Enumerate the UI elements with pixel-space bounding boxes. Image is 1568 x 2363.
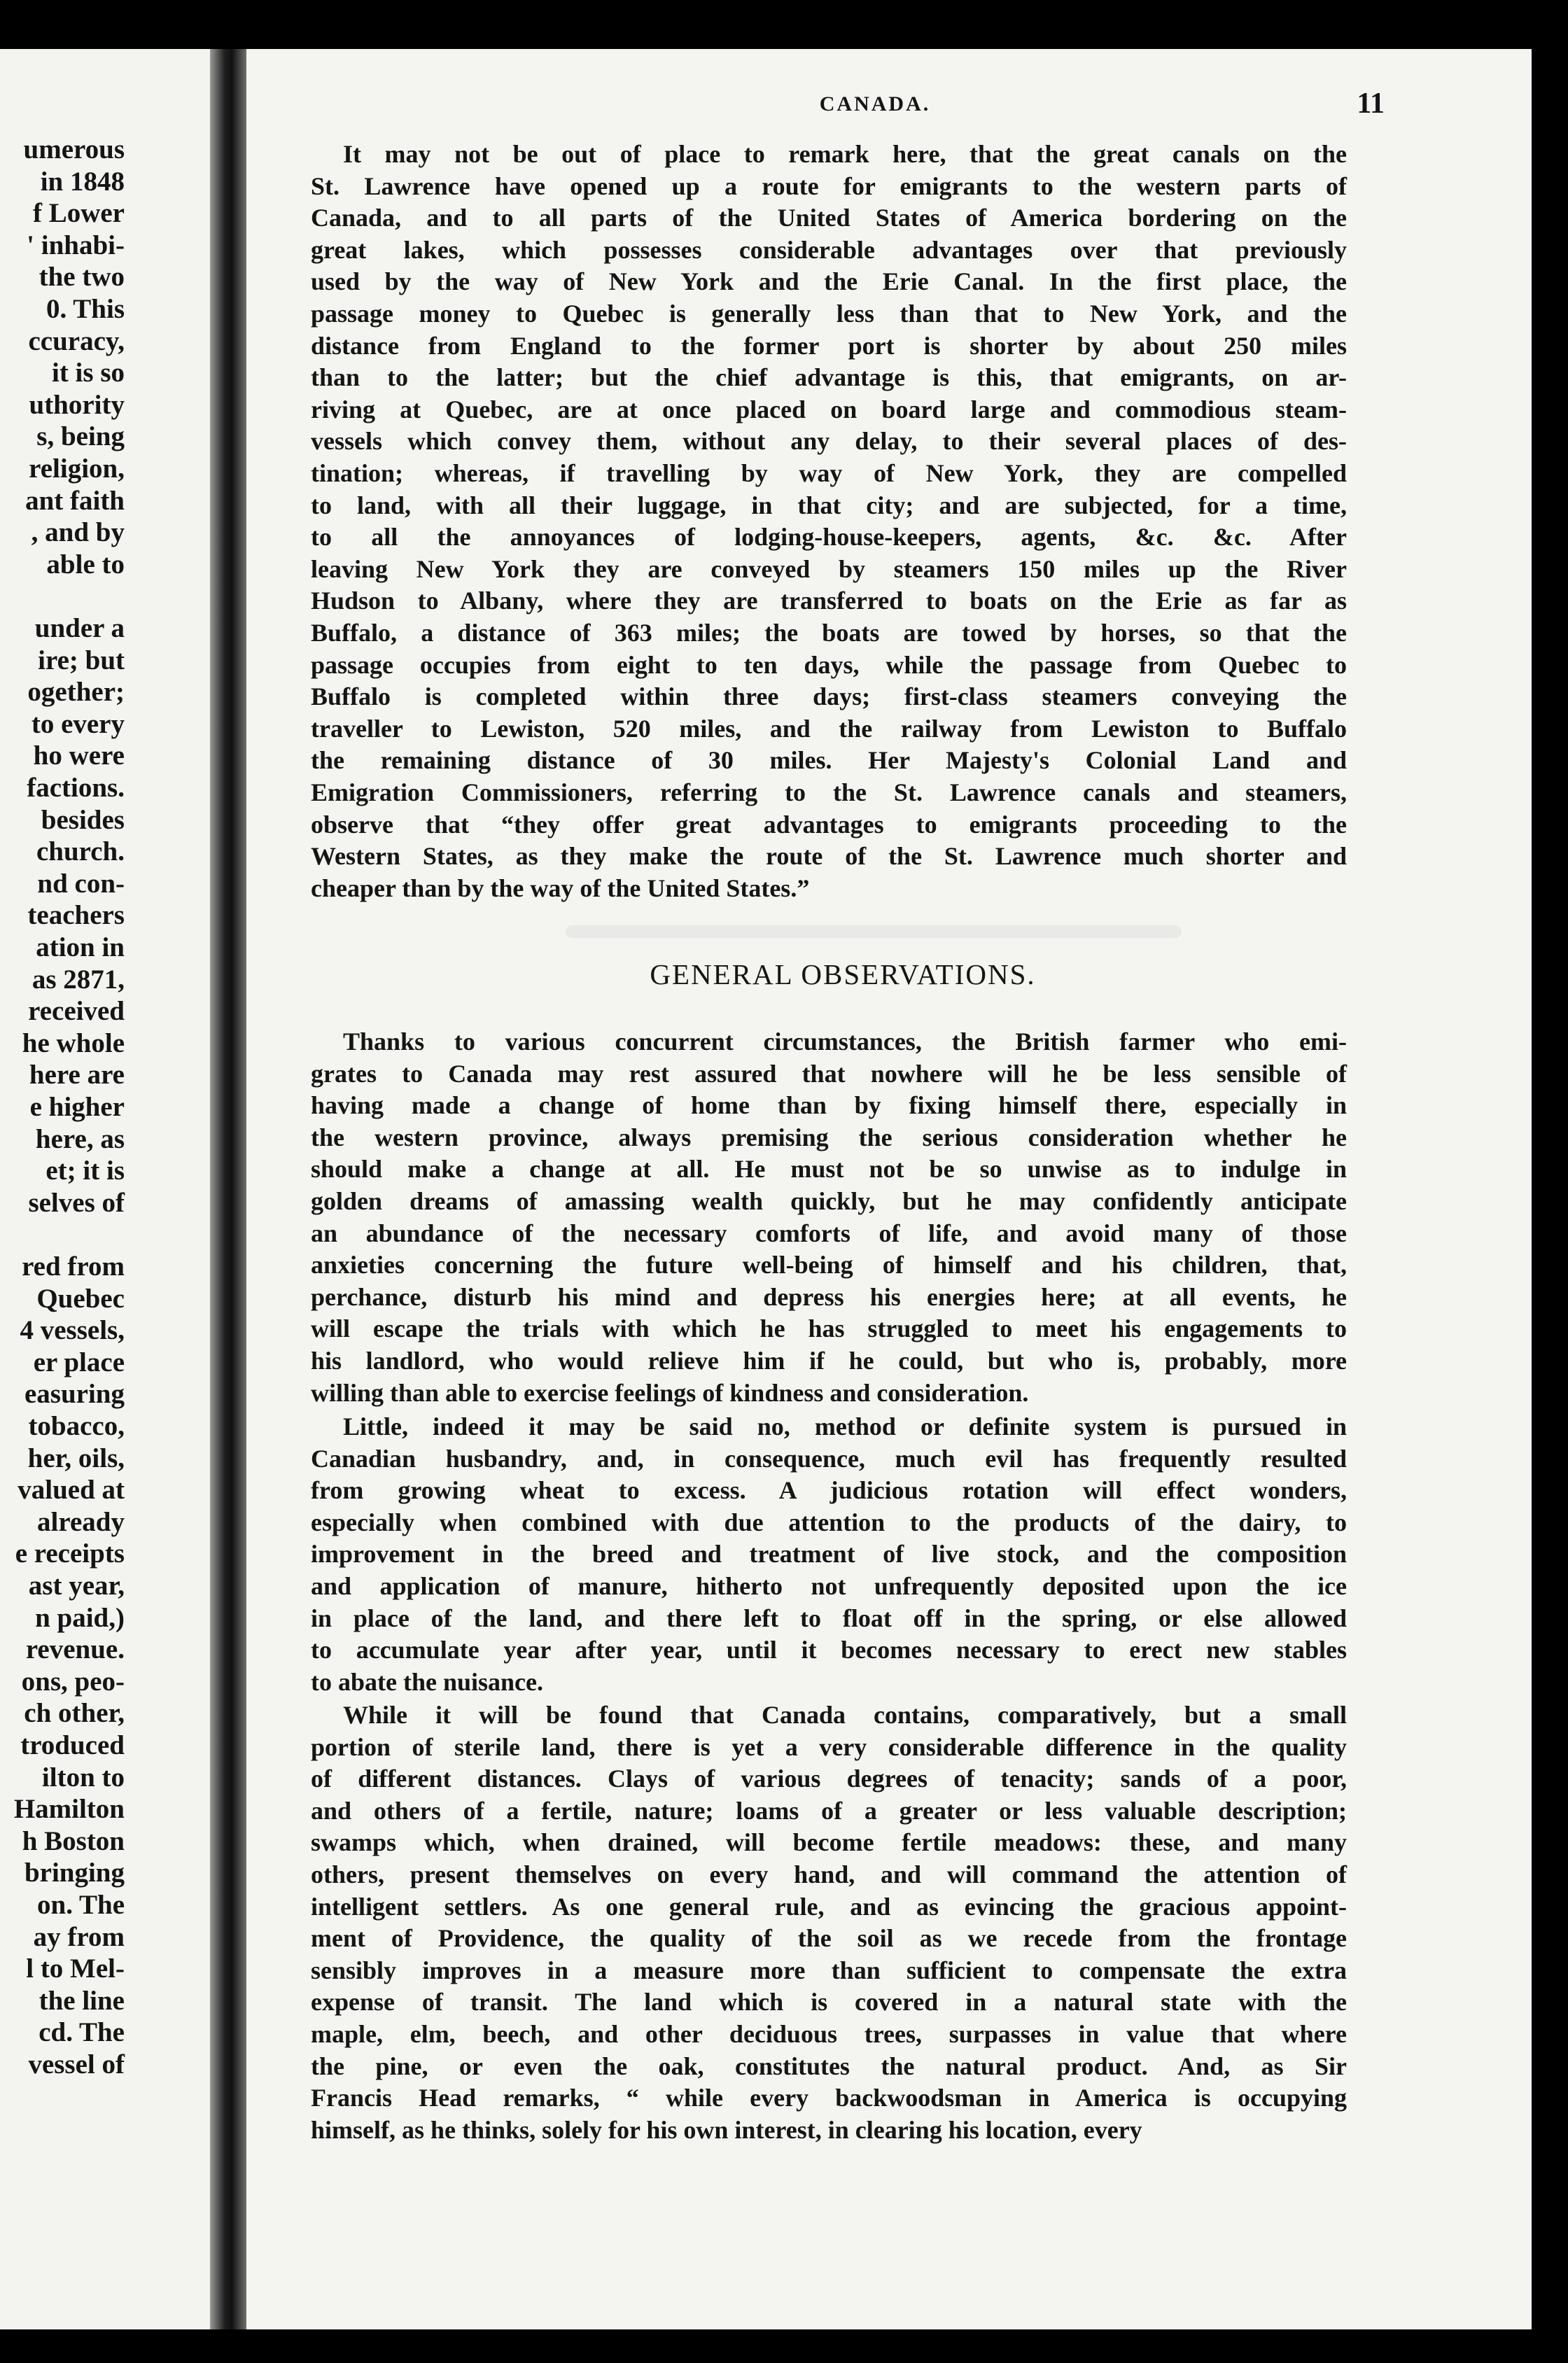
left-page-line: ation in	[36, 932, 125, 962]
left-page-line: e higher	[29, 1092, 125, 1122]
body-text-line: used by the way of New York and the Erie Canal. In the first place, the	[311, 267, 1347, 296]
left-page-line: cd. The	[38, 2017, 125, 2048]
left-page-line: ant faith	[25, 485, 125, 516]
left-page-line: tobacco,	[28, 1411, 125, 1441]
body-text-line: having made a change of home than by fixing himself there, especially in	[311, 1091, 1347, 1120]
left-page-line: ccuracy,	[28, 325, 125, 356]
body-text-line: Western States, as they make the route of the St. Lawrence much shorter and	[311, 842, 1347, 871]
body-text-line: to accumulate year after year, until it becomes necessary to erect new stables	[311, 1636, 1347, 1664]
left-page-line: vessel of	[28, 2049, 125, 2080]
left-page-line: able to	[46, 549, 125, 580]
left-page-line: 0. This	[46, 294, 125, 324]
body-text-line: others, present themselves on every hand, and will command the attention of	[311, 1860, 1347, 1888]
left-page-line: f Lower	[32, 198, 125, 229]
page-number: 11	[1357, 87, 1385, 120]
body-text-line: especially when combined with due attention to the products of the dairy, to	[311, 1508, 1347, 1536]
left-page-line: religion,	[29, 454, 125, 484]
body-text-line: golden dreams of amassing wealth quickly, but he may confidently anticipate	[311, 1187, 1347, 1215]
left-page-line: red from	[22, 1251, 125, 1282]
left-page-line: under a	[34, 613, 125, 643]
body-text-line: intelligent settlers. As one general rule, and as evincing the gracious appoint-	[311, 1892, 1347, 1921]
body-text-line: traveller to Lewiston, 520 miles, and the railway from Lewiston to Buffalo	[311, 714, 1347, 743]
body-text-line: distance from England to the former port is shorter by about 250 miles	[311, 331, 1347, 360]
left-page-line: 4 vessels,	[20, 1315, 125, 1346]
scan-border-top	[0, 0, 1568, 49]
left-page-line: h Boston	[22, 1825, 125, 1856]
left-page-line: revenue.	[25, 1634, 125, 1665]
body-text-line: Thanks to various concurrent circumstances, the British farmer who emi-	[343, 1028, 1347, 1056]
left-page-line: he whole	[22, 1028, 125, 1058]
body-text-line: to land, with all their luggage, in that city; and are subjected, for a time,	[311, 491, 1347, 519]
body-text-line: Canadian husbandry, and, in consequence, much evil has frequently resulted	[311, 1444, 1347, 1473]
left-page-line: on. The	[37, 1890, 125, 1920]
left-page-line: besides	[41, 804, 125, 835]
left-page-line: already	[37, 1506, 125, 1537]
body-text-line: tination; whereas, if travelling by way of New York, they are compelled	[311, 459, 1347, 487]
body-text-line: vessels which convey them, without any delay, to their several places of des-	[311, 427, 1347, 456]
body-text-line: passage money to Quebec is generally less than that to New York, and the	[311, 300, 1347, 328]
body-text-line: than to the latter; but the chief advantage is this, that emigrants, on ar-	[311, 363, 1347, 392]
left-page-line: ire; but	[38, 645, 125, 675]
body-text-line: leaving New York they are conveyed by steamers 150 miles up the River	[311, 554, 1347, 583]
body-text-line: St. Lawrence have opened up a route for emigrants to the western parts of	[311, 171, 1347, 200]
body-text-line: and others of a fertile, nature; loams of a greater or less valuable description;	[311, 1796, 1347, 1825]
left-page-line: here are	[29, 1060, 125, 1091]
left-page-line: church.	[36, 836, 125, 867]
left-page-line: teachers	[27, 900, 125, 931]
body-text-line: the western province, always premising the serious consideration whether he	[311, 1123, 1347, 1151]
body-text-line: to abate the nuisance.	[311, 1667, 543, 1696]
body-text-line: the remaining distance of 30 miles. Her Majesty's Colonial Land and	[311, 746, 1347, 775]
left-page-line: ' inhabi-	[27, 230, 125, 260]
left-page-line: bringing	[24, 1858, 125, 1888]
left-page-fragment	[0, 49, 210, 2329]
body-text-line: anxieties concerning the future well-being of himself and his children, that,	[311, 1251, 1347, 1279]
body-text-line: expense of transit. The land which is covered in a natural state with the	[311, 1988, 1347, 2017]
left-page-line: valued at	[18, 1475, 125, 1506]
body-text-line: maple, elm, beech, and other deciduous trees, surpasses in value that where	[311, 2020, 1347, 2048]
left-page-line: ch other,	[24, 1698, 125, 1729]
body-text-line: his landlord, who would relieve him if he could, but who is, probably, more	[311, 1347, 1347, 1375]
body-text-line: great lakes, which possesses considerable advantages over that previously	[311, 235, 1347, 264]
left-page-line: nd con-	[37, 868, 125, 899]
left-page-line: the two	[38, 262, 125, 293]
body-text-line: willing than able to exercise feelings of kindness and consideration.	[311, 1378, 1029, 1407]
body-text-line: portion of sterile land, there is yet a very considerable difference in the quality	[311, 1732, 1347, 1761]
left-page-line: as 2871,	[31, 964, 125, 995]
body-text-line: Little, indeed it may be said no, method or definite system is pursued in	[343, 1412, 1347, 1440]
body-text-line: to all the annoyances of lodging-house-keepers, agents, &c. &c. After	[311, 523, 1347, 552]
body-text-line: Buffalo, a distance of 363 miles; the boats are towed by horses, so that the	[311, 619, 1347, 647]
body-text-line: should make a change at all. He must not be so unwise as to indulge in	[311, 1155, 1347, 1184]
left-page-line: factions.	[27, 773, 125, 803]
left-page-line: et; it is	[46, 1156, 125, 1186]
left-page-line: umerous	[23, 134, 125, 164]
left-page-line: troduced	[20, 1730, 125, 1760]
body-text-line: Buffalo is completed within three days; first-class steamers conveying the	[311, 682, 1347, 711]
left-page-line: it is so	[51, 358, 125, 388]
book-gutter	[210, 49, 246, 2329]
body-text-line: riving at Quebec, are at once placed on board large and commodious steam-	[311, 395, 1347, 423]
left-page-line: ay from	[33, 1921, 125, 1952]
body-text-line: cheaper than by the way of the United States.”	[311, 874, 810, 902]
left-page-line: easuring	[24, 1379, 125, 1410]
left-page-line: in 1848	[40, 166, 125, 197]
body-text-line: While it will be found that Canada contains, comparatively, but a small	[343, 1701, 1347, 1729]
body-text-line: himself, as he thinks, solely for his own interest, in clearing his location, every	[311, 2115, 1142, 2144]
body-text-line: Canada, and to all parts of the United States of America bordering on the	[311, 204, 1347, 232]
left-page-line: selves of	[28, 1187, 125, 1218]
left-page-line: the line	[38, 1985, 125, 2016]
left-page-line: er place	[33, 1347, 125, 1377]
left-page-line: here, as	[35, 1123, 125, 1154]
body-text-line: grates to Canada may rest assured that nowhere will he be less sensible of	[311, 1059, 1347, 1088]
body-text-line: Hudson to Albany, where they are transferred to boats on the Erie as far as	[311, 587, 1347, 615]
body-text-line: an abundance of the necessary comforts of life, and avoid many of those	[311, 1219, 1347, 1247]
left-page-line: s, being	[36, 421, 125, 452]
body-text-line: observe that “they offer great advantages to emigrants proceeding to the	[311, 810, 1347, 839]
body-text-line: sensibly improves in a measure more than sufficient to compensate the extra	[311, 1956, 1347, 1984]
body-text-line: and application of manure, hitherto not unfrequently deposited upon the ice	[311, 1572, 1347, 1600]
left-page-line: ons, peo-	[21, 1666, 125, 1697]
running-title: CANADA.	[819, 92, 931, 115]
left-page-line: Hamilton	[13, 1794, 125, 1825]
scan-border-right	[1532, 0, 1568, 2363]
body-text-line: swamps which, when drained, will become fertile meadows: these, and many	[311, 1828, 1347, 1857]
left-page-line: ho were	[33, 741, 125, 771]
scan-border-bottom	[0, 2329, 1568, 2363]
left-page-line: uthority	[29, 389, 125, 420]
left-page-line: ogether;	[27, 677, 125, 708]
left-page-line: ast year,	[28, 1571, 125, 1601]
body-text-line: perchance, disturb his mind and depress his energies here; at all events, he	[311, 1282, 1347, 1311]
book-page	[246, 49, 1532, 2329]
body-text-line: in place of the land, and there left to float off in the spring, or else allowed	[311, 1604, 1347, 1632]
ink-smudge	[566, 925, 1182, 938]
left-page-line: received	[28, 996, 125, 1027]
body-text-line: ment of Providence, the quality of the soil as we recede from the frontage	[311, 1924, 1347, 1953]
left-page-line: ilton to	[41, 1762, 125, 1793]
left-page-line: Quebec	[36, 1283, 125, 1314]
body-text-line: improvement in the breed and treatment of live stock, and the composition	[311, 1540, 1347, 1569]
body-text-line: of different distances. Clays of various degrees of tenacity; sands of a poor,	[311, 1765, 1347, 1793]
body-text-line: the pine, or even the oak, constitutes the natural product. And, as Sir	[311, 2052, 1347, 2080]
body-text-line: Francis Head remarks, “ while every backwoodsman in America is occupying	[311, 2084, 1347, 2112]
body-text-line: passage occupies from eight to ten days, while the passage from Quebec to	[311, 650, 1347, 679]
body-text-line: will escape the trials with which he has struggled to meet his engagements to	[311, 1314, 1347, 1343]
left-page-line: n paid,)	[35, 1602, 125, 1633]
left-page-line: her, oils,	[27, 1443, 125, 1473]
body-text-line: It may not be out of place to remark here, that the great canals on the	[343, 140, 1347, 168]
left-page-line: e receipts	[15, 1538, 125, 1569]
left-page-line: l to Mel-	[26, 1954, 125, 1984]
left-page-line: to every	[31, 708, 125, 739]
left-page-line: , and by	[31, 517, 125, 548]
body-text-line: Emigration Commissioners, referring to the St. Lawrence canals and steamers,	[311, 778, 1347, 806]
body-text-line: from growing wheat to excess. A judicious rotation will effect wonders,	[311, 1476, 1347, 1505]
section-heading: GENERAL OBSERVATIONS.	[650, 958, 1036, 990]
